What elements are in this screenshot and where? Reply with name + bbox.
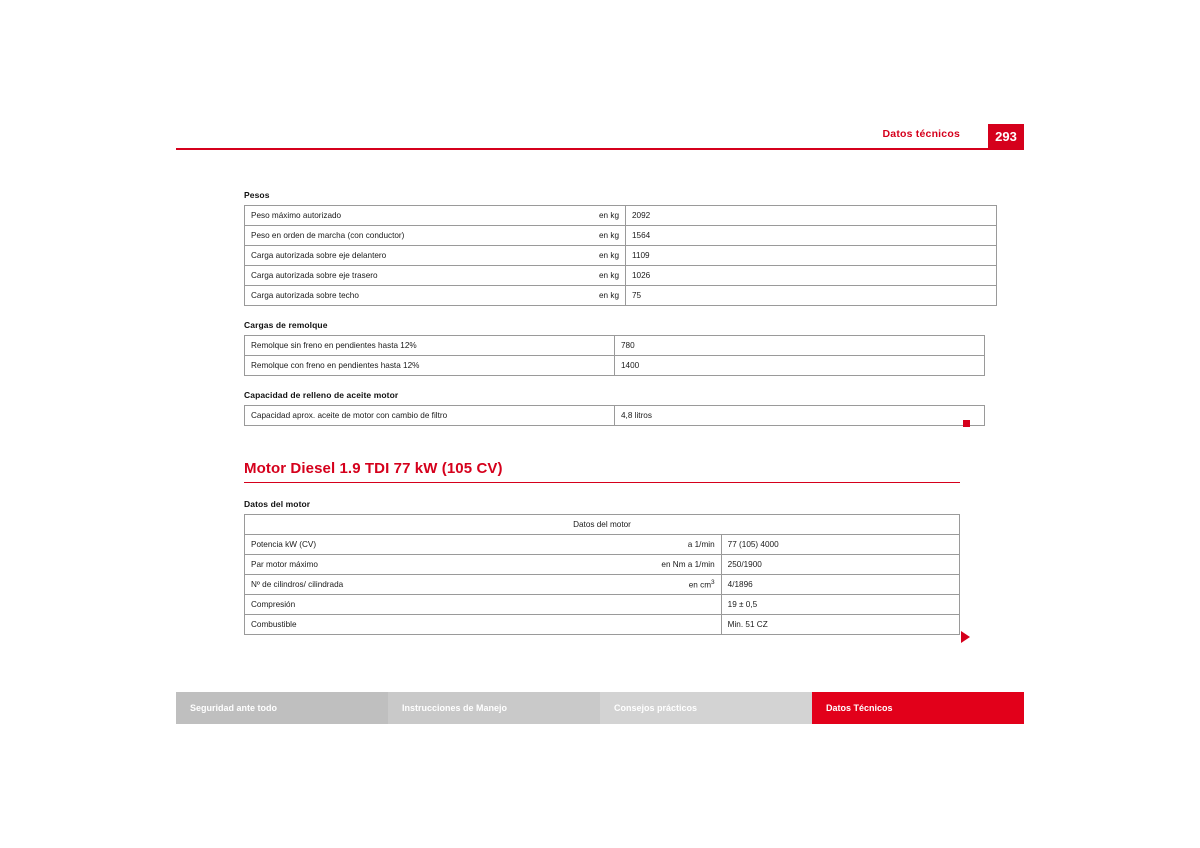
table-row	[245, 535, 960, 555]
row-value: 1026	[626, 266, 997, 286]
table-row	[245, 336, 985, 356]
row-value: 250/1900	[721, 555, 959, 575]
table-row	[245, 356, 985, 376]
row-value: 4/1896	[721, 575, 959, 595]
row-value: 1109	[626, 246, 997, 266]
table-row	[245, 406, 985, 426]
row-label: Peso máximo autorizado	[245, 206, 548, 226]
row-label: Capacidad aprox. aceite de motor con cambio de filtro	[245, 406, 615, 426]
row-value: 77 (105) 4000	[721, 535, 959, 555]
footer-tabs	[176, 692, 1024, 724]
row-label: Carga autorizada sobre eje trasero	[245, 266, 548, 286]
row-unit-superscript: 3	[711, 579, 715, 587]
header-title: Datos técnicos	[882, 128, 960, 140]
row-value: 1400	[615, 356, 985, 376]
row-label: Nº de cilindros/ cilindrada	[245, 575, 483, 595]
page-header	[176, 128, 1024, 150]
table-row	[245, 286, 997, 306]
section-label-capacidad-aceite: Capacidad de relleno de aceite motor	[244, 390, 399, 400]
table-row	[245, 595, 960, 615]
row-unit-text: en cm	[688, 580, 712, 590]
row-unit: en kg	[547, 266, 626, 286]
engine-heading-block	[244, 460, 960, 483]
table-header-row	[245, 515, 960, 535]
table-row	[245, 575, 960, 595]
tab-datos-tecnicos[interactable]: Datos Técnicos	[812, 692, 1024, 724]
row-unit-cylinders	[483, 575, 721, 595]
row-unit: en kg	[547, 226, 626, 246]
row-label: Combustible	[245, 615, 483, 635]
tab-seguridad-ante-todo[interactable]: Seguridad ante todo	[176, 692, 388, 724]
table-row	[245, 555, 960, 575]
engine-heading-divider	[244, 482, 960, 483]
page-number-badge: 293	[988, 124, 1024, 148]
table-row	[245, 266, 997, 286]
header-divider	[176, 148, 1024, 150]
row-unit: en kg	[547, 286, 626, 306]
row-unit: a 1/min	[483, 535, 721, 555]
row-label: Compresión	[245, 595, 483, 615]
row-unit: en kg	[547, 246, 626, 266]
row-value: Min. 51 CZ	[721, 615, 959, 635]
table-row	[245, 226, 997, 246]
tab-consejos-practicos[interactable]: Consejos prácticos	[600, 692, 812, 724]
row-label: Peso en orden de marcha (con conductor)	[245, 226, 548, 246]
red-square-marker	[963, 420, 970, 427]
table-row	[245, 206, 997, 226]
row-unit	[483, 615, 721, 635]
row-label: Carga autorizada sobre techo	[245, 286, 548, 306]
red-arrow-marker	[961, 631, 970, 643]
row-value: 4,8 litros	[615, 406, 985, 426]
row-unit: en Nm a 1/min	[483, 555, 721, 575]
row-unit	[483, 595, 721, 615]
table-capacidad-aceite	[244, 405, 985, 426]
table-row	[245, 246, 997, 266]
row-value: 1564	[626, 226, 997, 246]
engine-heading: Motor Diesel 1.9 TDI 77 kW (105 CV)	[244, 460, 503, 477]
tab-instrucciones-de-manejo[interactable]: Instrucciones de Manejo	[388, 692, 600, 724]
table-cargas-remolque	[244, 335, 985, 376]
row-label: Par motor máximo	[245, 555, 483, 575]
section-label-datos-motor: Datos del motor	[244, 499, 311, 509]
row-value: 19 ± 0,5	[721, 595, 959, 615]
row-value: 75	[626, 286, 997, 306]
table-row	[245, 615, 960, 635]
row-value: 780	[615, 336, 985, 356]
row-unit: en kg	[547, 206, 626, 226]
table-pesos	[244, 205, 997, 306]
row-value: 2092	[626, 206, 997, 226]
table-datos-motor	[244, 514, 960, 635]
row-label: Remolque con freno en pendientes hasta 12%	[245, 356, 615, 376]
section-label-cargas-remolque: Cargas de remolque	[244, 320, 328, 330]
section-label-pesos: Pesos	[244, 190, 270, 200]
row-label: Remolque sin freno en pendientes hasta 12%	[245, 336, 615, 356]
table-title: Datos del motor	[245, 515, 960, 535]
row-label: Carga autorizada sobre eje delantero	[245, 246, 548, 266]
row-label: Potencia kW (CV)	[245, 535, 483, 555]
page-content	[244, 190, 960, 649]
